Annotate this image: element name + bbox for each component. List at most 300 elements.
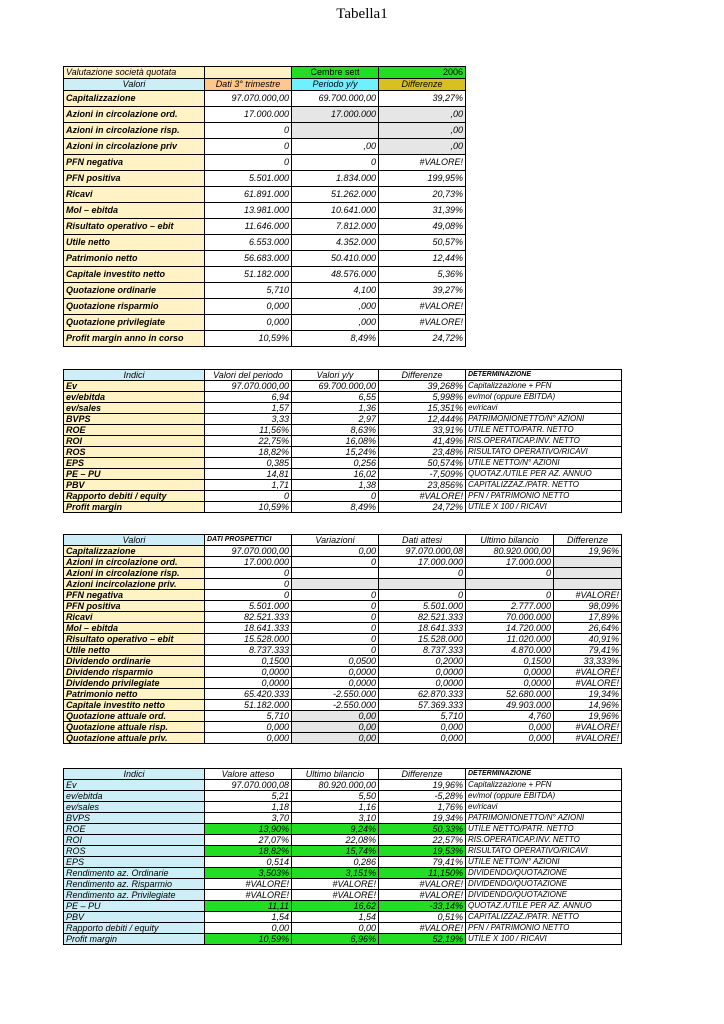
- table-cell: QUOTAZ./UTILE PER AZ. ANNUO: [466, 469, 622, 480]
- table-cell: 1,36: [292, 403, 379, 414]
- row-label: Rendimento az. Risparmio: [64, 879, 205, 890]
- company-period: Cembre sett: [292, 67, 379, 79]
- column-header: Differenze: [379, 79, 466, 91]
- column-header: Valori: [64, 79, 205, 91]
- table-cell: [554, 557, 622, 568]
- table-cell: 0: [292, 634, 379, 645]
- table-row: [64, 447, 622, 458]
- table-cell: 0,51%: [379, 912, 466, 923]
- table-row: [64, 251, 466, 267]
- table-cell: 0,000: [205, 722, 292, 733]
- table-cell: ev/mol (oppure EBITDA): [466, 392, 622, 403]
- row-label: Capitalizzazione: [64, 546, 205, 557]
- table-row: [64, 123, 466, 139]
- table-cell: 49,08%: [379, 219, 466, 235]
- table-row: [64, 813, 622, 824]
- table-cell: 6,94: [205, 392, 292, 403]
- column-header: DETERMINAZIONE: [466, 769, 622, 780]
- table-cell: 17.000.000: [379, 557, 466, 568]
- table-cell: 22,08%: [292, 835, 379, 846]
- table-row: [64, 299, 466, 315]
- table-cell: 80.920.000,00: [466, 546, 554, 557]
- column-header: Variazioni: [292, 535, 379, 546]
- row-label: Profit margin anno in corso: [64, 331, 205, 347]
- table-cell: [205, 67, 292, 79]
- table-cell: 3,70: [205, 813, 292, 824]
- table-cell: 97.070.000,08: [379, 546, 466, 557]
- valuation-table: [63, 66, 466, 347]
- table-cell: 3,151%: [292, 868, 379, 879]
- table-cell: 5,36%: [379, 267, 466, 283]
- table-cell: 0,0000: [379, 678, 466, 689]
- table-cell: 17.000.000: [292, 107, 379, 123]
- table-cell: 0,00: [292, 722, 379, 733]
- table-cell: 19,96%: [554, 711, 622, 722]
- table-cell: 19,53%: [379, 846, 466, 857]
- table-cell: ev/ricavi: [466, 802, 622, 813]
- row-label: Dividendo privilegiate: [64, 678, 205, 689]
- table-cell: 4,100: [292, 283, 379, 299]
- table-cell: -5,28%: [379, 791, 466, 802]
- year-cell: 2006: [379, 67, 466, 79]
- table-row: [64, 791, 622, 802]
- row-label: PE – PU: [64, 469, 205, 480]
- row-label: Azioni in circolazione ord.: [64, 557, 205, 568]
- row-label: Capitale investito netto: [64, 700, 205, 711]
- row-label: PBV: [64, 480, 205, 491]
- table-row: [64, 634, 622, 645]
- row-label: Rendimento az. Privilegiate: [64, 890, 205, 901]
- table-row: [64, 414, 622, 425]
- table-cell: 4.352.000: [292, 235, 379, 251]
- row-label: Quotazione privilegiate: [64, 315, 205, 331]
- table-cell: 10.641.000: [292, 203, 379, 219]
- table-cell: 15.528.000: [379, 634, 466, 645]
- table-cell: 0,514: [205, 857, 292, 868]
- table-cell: 1,54: [205, 912, 292, 923]
- table-cell: 0: [205, 139, 292, 155]
- table-cell: 0: [292, 590, 379, 601]
- table-cell: 18.641.333: [379, 623, 466, 634]
- table-cell: 0,000: [466, 722, 554, 733]
- table-cell: 3,503%: [205, 868, 292, 879]
- table-cell: 0: [205, 123, 292, 139]
- row-label: Azioni in circolazione risp.: [64, 123, 205, 139]
- table-cell: 24,72%: [379, 331, 466, 347]
- table-cell: UTILE NETTO/N° AZIONI: [466, 857, 622, 868]
- table-row: [64, 187, 466, 203]
- table-cell: 17,89%: [554, 612, 622, 623]
- table-cell: 5,21: [205, 791, 292, 802]
- table-cell: UTILE NETTO/PATR. NETTO: [466, 425, 622, 436]
- table-cell: 0: [205, 568, 292, 579]
- table-cell: 15.528.000: [205, 634, 292, 645]
- table-cell: 14.720.000: [466, 623, 554, 634]
- row-label: Quotazione attuale ord.: [64, 711, 205, 722]
- row-label: Patrimonio netto: [64, 251, 205, 267]
- table-row: [64, 722, 622, 733]
- table-cell: 14,81: [205, 469, 292, 480]
- table-cell: 39,27%: [379, 283, 466, 299]
- table-cell: 1,18: [205, 802, 292, 813]
- column-header: Valori: [64, 535, 205, 546]
- table-cell: 50,57%: [379, 235, 466, 251]
- table-cell: 50,33%: [379, 824, 466, 835]
- column-header: DETERMINAZIONE: [466, 370, 622, 381]
- table-cell: 9,24%: [292, 824, 379, 835]
- table-cell: 19,34%: [554, 689, 622, 700]
- table-cell: 15,24%: [292, 447, 379, 458]
- table-cell: 5,998%: [379, 392, 466, 403]
- table-cell: 49.903.000: [466, 700, 554, 711]
- table-cell: QUOTAZ./UTILE PER AZ. ANNUO: [466, 901, 622, 912]
- table-row: [64, 491, 622, 502]
- table-cell: 39,27%: [379, 91, 466, 107]
- forecast-table: [63, 534, 622, 744]
- table-cell: 18.641.333: [205, 623, 292, 634]
- table-row: [64, 579, 622, 590]
- table-cell: 65.420.333: [205, 689, 292, 700]
- table-cell: 13.981.000: [205, 203, 292, 219]
- table-row: [64, 780, 622, 791]
- table-cell: 51.182.000: [205, 700, 292, 711]
- table-cell: ,00: [379, 107, 466, 123]
- row-label: Dividendo risparmio: [64, 667, 205, 678]
- row-label: ev/ebitda: [64, 392, 205, 403]
- column-header: Valori del periodo: [205, 370, 292, 381]
- table-cell: UTILE X 100 / RICAVI: [466, 934, 622, 945]
- table-cell: #VALORE!: [554, 667, 622, 678]
- row-label: PBV: [64, 912, 205, 923]
- row-label: EPS: [64, 857, 205, 868]
- table-cell: #VALORE!: [379, 923, 466, 934]
- table-cell: 0,000: [379, 733, 466, 744]
- table-cell: 40,91%: [554, 634, 622, 645]
- table-cell: #VALORE!: [292, 890, 379, 901]
- table-cell: 22,75%: [205, 436, 292, 447]
- table-cell: UTILE X 100 / RICAVI: [466, 502, 622, 513]
- table-cell: #VALORE!: [379, 879, 466, 890]
- table-row: [64, 601, 622, 612]
- row-label: Mol – ebitda: [64, 623, 205, 634]
- table-row: [64, 546, 622, 557]
- row-label: PE – PU: [64, 901, 205, 912]
- table-row: [64, 879, 622, 890]
- table-cell: #VALORE!: [554, 590, 622, 601]
- table-cell: 69.700.000,00: [292, 381, 379, 392]
- table-row: [64, 835, 622, 846]
- table-cell: 1,76%: [379, 802, 466, 813]
- row-label: Azioni in circolazione ord.: [64, 107, 205, 123]
- table-cell: [554, 579, 622, 590]
- table-cell: 0,000: [466, 733, 554, 744]
- table-cell: 39,268%: [379, 381, 466, 392]
- table-cell: #VALORE!: [292, 879, 379, 890]
- row-label: Risultato operativo – ebit: [64, 219, 205, 235]
- table-cell: 0: [292, 557, 379, 568]
- table-cell: ev/mol (oppure EBITDA): [466, 791, 622, 802]
- column-header: Indici: [64, 370, 205, 381]
- table-row: [64, 689, 622, 700]
- row-label: Utile netto: [64, 645, 205, 656]
- row-label: ROI: [64, 436, 205, 447]
- table-row: [64, 392, 622, 403]
- table-cell: 8.737.333: [379, 645, 466, 656]
- table-row: [64, 469, 622, 480]
- table-cell: 48.576.000: [292, 267, 379, 283]
- table-cell: RISULTATO OPERATIVO/RICAVI: [466, 846, 622, 857]
- table-cell: 50,574%: [379, 458, 466, 469]
- row-label: BVPS: [64, 414, 205, 425]
- table-cell: 19,96%: [554, 546, 622, 557]
- table-cell: 8.737.333: [205, 645, 292, 656]
- table-header-row: [64, 79, 466, 91]
- table-row: [64, 711, 622, 722]
- row-label: ev/sales: [64, 802, 205, 813]
- table-cell: 24,72%: [379, 502, 466, 513]
- table-cell: 0: [205, 155, 292, 171]
- table-cell: ,000: [292, 299, 379, 315]
- table-cell: 0,00: [205, 923, 292, 934]
- column-header: Differenze: [554, 535, 622, 546]
- table-cell: 97.070.000,00: [205, 381, 292, 392]
- table-cell: ,00: [379, 123, 466, 139]
- table-cell: 0: [466, 568, 554, 579]
- table-row: [64, 139, 466, 155]
- row-label: Dividendo ordinarie: [64, 656, 205, 667]
- table-cell: 12,444%: [379, 414, 466, 425]
- table-row: [64, 403, 622, 414]
- table-cell: ,00: [292, 139, 379, 155]
- table-cell: 0,1500: [205, 656, 292, 667]
- table-cell: 4.870.000: [466, 645, 554, 656]
- table-row: [64, 458, 622, 469]
- table-cell: 1,54: [292, 912, 379, 923]
- table-cell: -2.550.000: [292, 700, 379, 711]
- table-cell: ev/ricavi: [466, 403, 622, 414]
- table-cell: CAPITALIZZAZ./PATR. NETTO: [466, 480, 622, 491]
- table-cell: 10,59%: [205, 934, 292, 945]
- column-header: Ultimo bilancio: [466, 535, 554, 546]
- row-label: Quotazione risparmio: [64, 299, 205, 315]
- table-cell: [292, 568, 379, 579]
- table-cell: 33,91%: [379, 425, 466, 436]
- table-cell: -7,509%: [379, 469, 466, 480]
- table-cell: 50.410.000: [292, 251, 379, 267]
- table-row: [64, 623, 622, 634]
- table-cell: 80.920.000,00: [292, 780, 379, 791]
- table-cell: [292, 123, 379, 139]
- table-cell: 0,1500: [466, 656, 554, 667]
- table-cell: 0,000: [205, 315, 292, 331]
- table-row: [64, 912, 622, 923]
- page-title: Tabella1: [336, 6, 388, 22]
- table-cell: 5,710: [205, 283, 292, 299]
- table-row: [64, 107, 466, 123]
- table-cell: 17.000.000: [205, 557, 292, 568]
- table-cell: 0,0000: [205, 678, 292, 689]
- table-cell: 17.000.000: [466, 557, 554, 568]
- table-row: [64, 700, 622, 711]
- table-cell: 7.812.000: [292, 219, 379, 235]
- table-cell: #VALORE!: [554, 722, 622, 733]
- table-cell: -33,14%: [379, 901, 466, 912]
- table-cell: 0: [292, 601, 379, 612]
- table-cell: 0: [292, 155, 379, 171]
- table-row: [64, 425, 622, 436]
- table-cell: 61.891.000: [205, 187, 292, 203]
- table-cell: PATRIMONIONETTO/N° AZIONI: [466, 414, 622, 425]
- table-cell: UTILE NETTO/PATR. NETTO: [466, 824, 622, 835]
- table-cell: 0: [379, 568, 466, 579]
- table-row: [64, 868, 622, 879]
- table-cell: 2.777.000: [466, 601, 554, 612]
- table-cell: 97.070.000,00: [205, 91, 292, 107]
- column-header: Valori y/y: [292, 370, 379, 381]
- table-row: [64, 557, 622, 568]
- table-cell: 199,95%: [379, 171, 466, 187]
- table-cell: 0,00: [292, 711, 379, 722]
- table-cell: 15,74%: [292, 846, 379, 857]
- table-cell: 0: [292, 612, 379, 623]
- table-cell: [466, 579, 554, 590]
- table-cell: 22,57%: [379, 835, 466, 846]
- row-label: Quotazione ordinarie: [64, 283, 205, 299]
- table-cell: 8,49%: [292, 502, 379, 513]
- table-cell: Capitalizzazione + PFN: [466, 780, 622, 791]
- table-row: [64, 934, 622, 945]
- row-label: Azioni in circolazione priv: [64, 139, 205, 155]
- table-cell: #VALORE!: [379, 315, 466, 331]
- row-label: EPS: [64, 458, 205, 469]
- table-cell: 0,0000: [205, 667, 292, 678]
- table-cell: CAPITALIZZAZ./PATR. NETTO: [466, 912, 622, 923]
- table-cell: 0,2000: [379, 656, 466, 667]
- row-label: Mol – ebitda: [64, 203, 205, 219]
- table-meta-row: [64, 67, 466, 79]
- table-cell: 0,00: [292, 923, 379, 934]
- row-label: Ricavi: [64, 612, 205, 623]
- table-row: [64, 802, 622, 813]
- table-row: [64, 645, 622, 656]
- table-cell: 11.646.000: [205, 219, 292, 235]
- table-cell: DIVIDENDO/QUOTAZIONE: [466, 879, 622, 890]
- row-label: ROS: [64, 846, 205, 857]
- table-cell: RIS.OPERATICAP.INV. NETTO: [466, 436, 622, 447]
- table-row: [64, 480, 622, 491]
- table-row: [64, 171, 466, 187]
- table-row: [64, 436, 622, 447]
- table-cell: 0: [205, 491, 292, 502]
- table-cell: RIS.OPERATICAP.INV. NETTO: [466, 835, 622, 846]
- table-row: [64, 331, 466, 347]
- table-cell: 5.501.000: [379, 601, 466, 612]
- table-cell: ,000: [292, 315, 379, 331]
- table-row: [64, 219, 466, 235]
- table-cell: 16,02: [292, 469, 379, 480]
- table-cell: 0,00: [292, 546, 379, 557]
- row-label: BVPS: [64, 813, 205, 824]
- table-cell: 6.553.000: [205, 235, 292, 251]
- table-cell: 16,62: [292, 901, 379, 912]
- table-cell: 57.369.333: [379, 700, 466, 711]
- row-label: Ev: [64, 780, 205, 791]
- row-label: PFN positiva: [64, 171, 205, 187]
- table-cell: 26,64%: [554, 623, 622, 634]
- table-row: [64, 502, 622, 513]
- table-cell: #VALORE!: [379, 890, 466, 901]
- table-cell: #VALORE!: [554, 678, 622, 689]
- table-cell: 23,48%: [379, 447, 466, 458]
- table-cell: 27,07%: [205, 835, 292, 846]
- table-cell: #VALORE!: [379, 155, 466, 171]
- table-cell: 5,50: [292, 791, 379, 802]
- table-row: [64, 923, 622, 934]
- table-cell: 5.501.000: [205, 601, 292, 612]
- table-header-row: [64, 769, 622, 780]
- table-cell: 1.834.000: [292, 171, 379, 187]
- table-row: [64, 857, 622, 868]
- row-label: PFN negativa: [64, 155, 205, 171]
- row-label: Quotazione attuale priv.: [64, 733, 205, 744]
- row-label: Profit margin: [64, 502, 205, 513]
- table-cell: 11,11: [205, 901, 292, 912]
- table-cell: 69.700.000,00: [292, 91, 379, 107]
- table-cell: PFN / PATRIMONIO NETTO: [466, 923, 622, 934]
- table-cell: 0,000: [205, 733, 292, 744]
- row-label: Ev: [64, 381, 205, 392]
- column-header: Periodo y/y: [292, 79, 379, 91]
- row-label: Profit margin: [64, 934, 205, 945]
- column-header: DATI PROSPETTICI: [205, 535, 292, 546]
- table-cell: 51.262.000: [292, 187, 379, 203]
- table-header-row: [64, 535, 622, 546]
- table-row: [64, 846, 622, 857]
- table-cell: 79,41%: [379, 857, 466, 868]
- table-row: [64, 568, 622, 579]
- table-cell: 11,56%: [205, 425, 292, 436]
- table-cell: 12,44%: [379, 251, 466, 267]
- table-row: [64, 667, 622, 678]
- table-cell: 0,385: [205, 458, 292, 469]
- row-label: Ricavi: [64, 187, 205, 203]
- table-cell: 18,82%: [205, 447, 292, 458]
- row-label: ev/sales: [64, 403, 205, 414]
- table-cell: 13,90%: [205, 824, 292, 835]
- table-cell: 17.000.000: [205, 107, 292, 123]
- table-cell: 6,96%: [292, 934, 379, 945]
- table-cell: 1,71: [205, 480, 292, 491]
- row-label: Risultato operativo – ebit: [64, 634, 205, 645]
- table-row: [64, 590, 622, 601]
- table-cell: 0,000: [379, 722, 466, 733]
- table-cell: 0: [466, 590, 554, 601]
- table-cell: 1,38: [292, 480, 379, 491]
- table-cell: 0: [292, 645, 379, 656]
- table-cell: 11,150%: [379, 868, 466, 879]
- row-label: ROS: [64, 447, 205, 458]
- indices-table: [63, 369, 622, 513]
- row-label: ROI: [64, 835, 205, 846]
- table-cell: 6,55: [292, 392, 379, 403]
- table-cell: 82.521.333: [205, 612, 292, 623]
- table-row: [64, 733, 622, 744]
- table-cell: #VALORE!: [379, 299, 466, 315]
- table-cell: 5.501.000: [205, 171, 292, 187]
- table-cell: 0,000: [205, 299, 292, 315]
- table-row: [64, 235, 466, 251]
- table-cell: 0,0000: [466, 678, 554, 689]
